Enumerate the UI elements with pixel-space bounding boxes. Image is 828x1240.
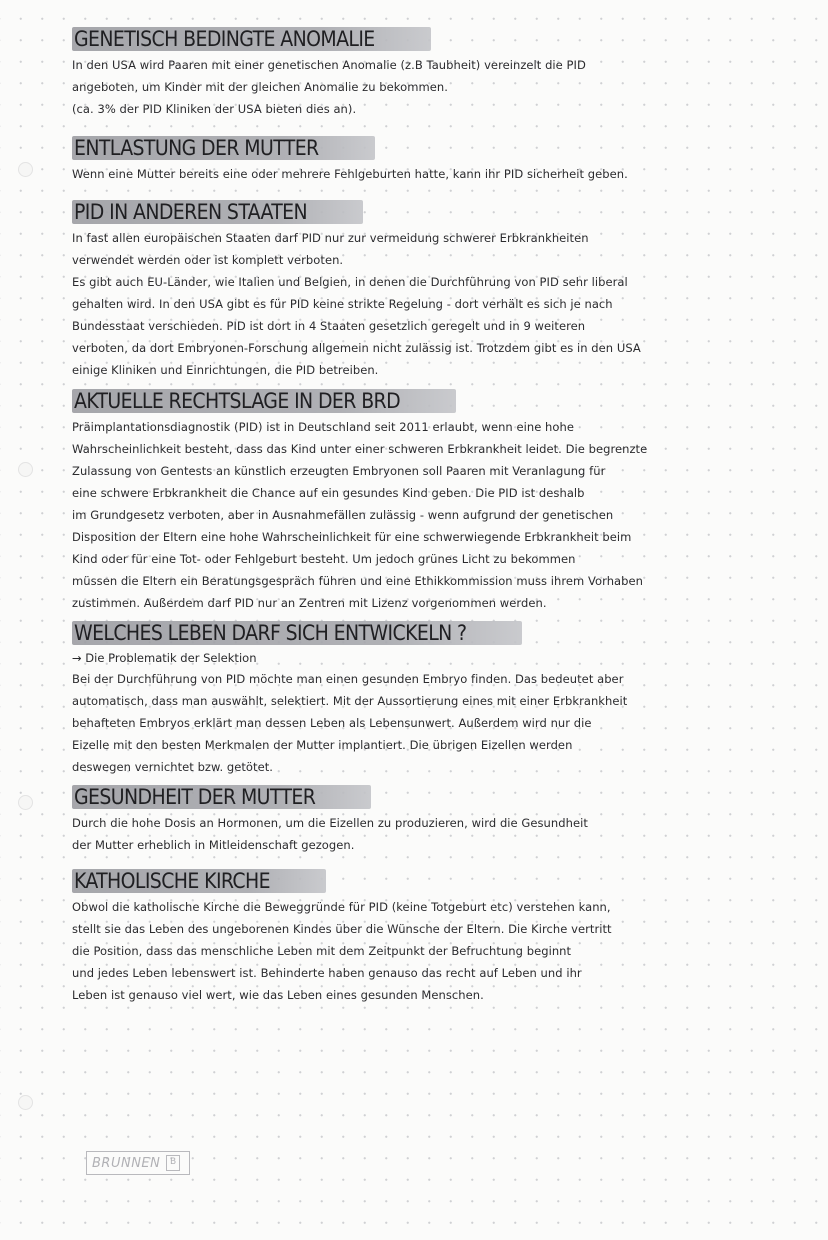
section-heading (72, 866, 812, 896)
text-line: angeboten, um Kinder mit der gleichen Anomalie zu bekommen. (72, 80, 448, 94)
text-line: müssen die Eltern ein Beratungsgespräch führen und eine Ethikkommission muss ihrem Vorhaben (72, 574, 644, 588)
text-line: verboten, da dort Embryonen-Forschung allgemein nicht zulässig ist. Trotzdem gibt es in den USA (72, 341, 641, 355)
section-pid-andere-staaten (72, 197, 812, 381)
text-line: der Mutter erheblich in Mitleidenschaft gezogen. (72, 838, 355, 852)
heading-text: ENTLASTUNG DER MUTTER (74, 136, 319, 160)
text-line: automatisch, dass man auswählt, selektiert. Mit der Aussortierung eines mit einer Erbkrankheit (72, 694, 628, 708)
section-katholische-kirche (72, 866, 812, 1006)
heading-text: GENETISCH BEDINGTE ANOMALIE (74, 27, 375, 51)
section-genetische-anomalie (72, 24, 812, 120)
text-line: im Grundgesetz verboten, aber in Ausnahmefällen zulässig - wenn aufgrund der genetischen (72, 508, 614, 522)
heading-text: PID IN ANDEREN STAATEN (74, 200, 308, 224)
text-line: verwendet werden oder ist komplett verboten. (72, 253, 344, 267)
text-line: Präimplantationsdiagnostik (PID) ist in Deutschland seit 2011 erlaubt, wenn eine hohe (72, 420, 574, 434)
heading-text: KATHOLISCHE KIRCHE (74, 869, 270, 893)
brand-name: BRUNNEN (92, 1155, 161, 1171)
text-line: In den USA wird Paaren mit einer genetischen Anomalie (z.B Taubheit) vereinzelt die PID (72, 58, 586, 72)
text-line: eine schwere Erbkrankheit die Chance auf ein gesundes Kind geben. Die PID ist deshalb (72, 486, 585, 500)
text-line: Disposition der Eltern eine hohe Wahrscheinlichkeit für eine schwerwiegende Erbkrankheit beim (72, 530, 632, 544)
text-line: In fast allen europäischen Staaten darf PID nur zur vermeidung schwerer Erbkrankheiten (72, 231, 589, 245)
text-line: Bei der Durchführung von PID möchte man einen gesunden Embryo finden. Das bedeutet aber (72, 672, 624, 686)
text-line: Wahrscheinlichkeit besteht, dass das Kind unter einer schweren Erbkrankheit leidet. Die begrenzte (72, 442, 648, 456)
text-line: Wenn eine Mutter bereits eine oder mehrere Fehlgeburten hatte, kann ihr PID sicherheit geben. (72, 167, 628, 181)
text-line: Es gibt auch EU-Länder, wie Italien und Belgien, in denen die Durchführung von PID sehr liberal (72, 275, 628, 289)
heading-text: AKTUELLE RECHTSLAGE IN DER BRD (74, 389, 401, 413)
text-line: Leben ist genauso viel wert, wie das Leben eines gesunden Menschen. (72, 988, 484, 1002)
text-line: und jedes Leben lebenswert ist. Behinderte haben genauso das recht auf Leben und ihr (72, 966, 582, 980)
text-line: Obwol die katholische Kirche die Beweggründe für PID (keine Totgeburt etc) verstehen kann, (72, 900, 611, 914)
punch-hole (18, 162, 33, 177)
text-line: Durch die hohe Dosis an Hormonen, um die Eizellen zu produzieren, wird die Gesundheit (72, 816, 588, 830)
text-line: zustimmen. Außerdem darf PID nur an Zentren mit Lizenz vorgenommen werden. (72, 596, 547, 610)
section-heading (72, 782, 812, 812)
text-line: Zulassung von Gentests an künstlich erzeugten Embryonen soll Paaren mit Veranlagung für (72, 464, 606, 478)
text-line: stellt sie das Leben des ungeborenen Kindes über die Wünsche der Eltern. Die Kirche vertritt (72, 922, 612, 936)
section-heading (72, 618, 812, 648)
brand-mark-icon: B (166, 1155, 180, 1171)
punch-hole (18, 462, 33, 477)
text-line: (ca. 3% der PID Kliniken der USA bieten dies an). (72, 102, 357, 116)
punch-hole (18, 1095, 33, 1110)
section-entlastung-mutter (72, 133, 812, 185)
text-line: behafteten Embryos erklärt man dessen Leben als Lebensunwert. Außerdem wird nur die (72, 716, 592, 730)
section-heading (72, 386, 812, 416)
brand-logo (86, 1151, 190, 1175)
punch-hole (18, 795, 33, 810)
section-welches-leben (72, 618, 812, 778)
section-heading (72, 133, 812, 163)
text-line: die Position, dass das menschliche Leben mit dem Zeitpunkt der Befruchtung beginnt (72, 944, 572, 958)
section-heading (72, 24, 812, 54)
text-line: deswegen vernichtet bzw. getötet. (72, 760, 273, 774)
heading-text: WELCHES LEBEN DARF SICH ENTWICKELN ? (74, 621, 467, 645)
text-line: Bundesstaat verschieden. PID ist dort in 4 Staaten gesetzlich geregelt und in 9 weiteren (72, 319, 586, 333)
section-heading (72, 197, 812, 227)
text-line: einige Kliniken und Einrichtungen, die PID betreiben. (72, 363, 379, 377)
text-line: Eizelle mit den besten Merkmalen der Mutter implantiert. Die übrigen Eizellen werden (72, 738, 573, 752)
text-line: Kind oder für eine Tot- oder Fehlgeburt besteht. Um jedoch grünes Licht zu bekommen (72, 552, 576, 566)
heading-text: GESUNDHEIT DER MUTTER (74, 785, 316, 809)
text-line: gehalten wird. In den USA gibt es für PID keine strikte Regelung - dort verhält es sich je nach (72, 297, 613, 311)
section-gesundheit-mutter (72, 782, 812, 856)
subheading: → Die Problematik der Selektion (72, 651, 257, 665)
section-rechtslage-brd (72, 386, 812, 614)
